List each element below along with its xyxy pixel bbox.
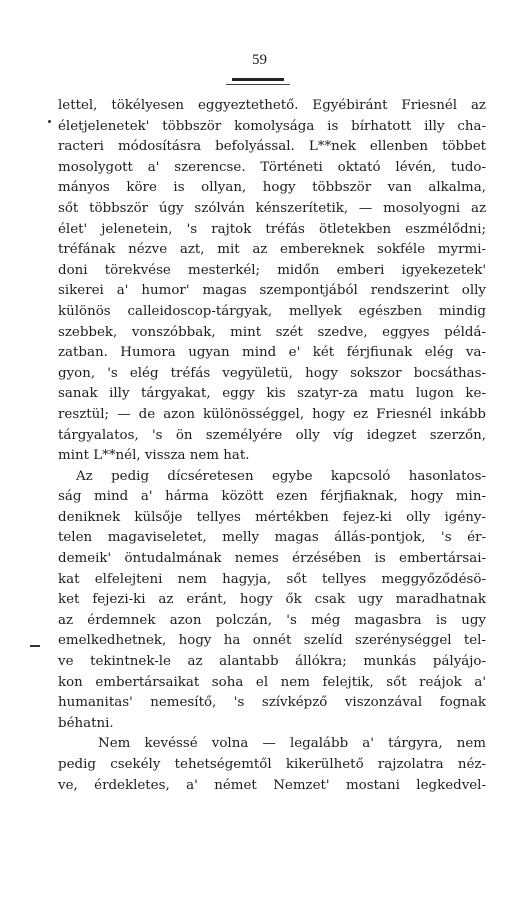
- text-line: ve tekintnek-le az alantabb állókra; munkás pályájo-: [58, 654, 486, 670]
- text-line: életjelenetek' többször komolysága is bírhatott illy cha-: [58, 118, 486, 134]
- text-line: ság mind a' hárma között ezen férjfiaknak, hogy min-: [58, 489, 486, 505]
- header-rule-thin: [226, 84, 290, 85]
- text-line: kat elfelejteni nem hagyja, sőt tellyes meggyőződésö-: [58, 571, 486, 587]
- body-text: [58, 96, 486, 796]
- text-line: mányos köre is ollyan, hogy többször van alkalma,: [58, 180, 486, 196]
- margin-mark-dot: [48, 120, 51, 123]
- margin-mark-dash: [30, 645, 40, 647]
- text-line: szebbek, vonszóbbak, mint szét szedve, eggyes példá-: [58, 324, 486, 340]
- text-line: ve, érdekletes, a' német Nemzet' mostani legkedvel-: [58, 777, 486, 793]
- text-line: telen magaviseletet, melly magas állás-pontjok, 's ér-: [58, 530, 486, 546]
- text-line: az érdemnek azon polczán, 's még magasbra is ugy: [58, 612, 486, 628]
- text-line: kon embertársaikat soha el nem felejtik, sőt reájok a': [58, 674, 486, 690]
- paragraph-start-line: Nem kevéssé volna — legalább a' tárgyra, nem: [98, 736, 486, 752]
- text-line: különös calleidoscop-tárgyak, mellyek egészben mindig: [58, 303, 486, 319]
- text-line: pedig csekély tehetségemtől kikerülhető rajzolatra néz-: [58, 757, 486, 772]
- text-line: emelkedhetnek, hogy ha onnét szelíd szerénységgel tel-: [58, 633, 486, 649]
- text-line: humanitas' nemesítő, 's szívképző viszonzával fognak: [58, 695, 486, 711]
- page-number: 59: [252, 52, 267, 68]
- text-line: sőt többször úgy szólván kénszerítetik, — mosolyogni az: [58, 200, 486, 216]
- text-line: zatban. Humora ugyan mind e' két férjfiunak elég va-: [58, 345, 486, 361]
- text-line: racteri módosításra befolyással. L**nek ellenben többet: [58, 139, 486, 155]
- text-line: tréfának nézve azt, mit az embereknek sokféle myrmi-: [58, 242, 486, 258]
- text-line: sikerei a' humor' magas szempontjából rendszerint olly: [58, 283, 486, 299]
- text-line: lettel, tökélyesen eggyeztethető. Egyébiránt Friesnél az: [58, 98, 486, 113]
- text-line: resztül; — de azon különösséggel, hogy ez Friesnél inkább: [58, 406, 486, 422]
- text-line: mint L**nél, vissza nem hat.: [58, 448, 250, 464]
- text-line: doni törekvése mesterkél; midőn emberi igyekezetek': [58, 262, 486, 278]
- text-line: demeik' öntudalmának nemes érzésében is embertársai-: [58, 551, 486, 567]
- text-line: deniknek külsője tellyes mértékben fejez-ki olly igény-: [58, 509, 486, 525]
- text-line: ket fejezi-ki az eránt, hogy ők csak ugy maradhatnak: [58, 592, 486, 608]
- text-line: sanak illy tárgyakat, eggy kis szatyr-za matu lugon ke-: [58, 386, 486, 402]
- text-line: béhatni.: [58, 715, 114, 731]
- text-line: élet' jelenetein, 's rajtok tréfás ötletekben eszmélődni;: [58, 221, 486, 237]
- text-line: mosolygott a' szerencse. Történeti oktató lévén, tudo-: [58, 159, 486, 175]
- paragraph-start-line: Az pedig dícséretesen egybe kapcsoló hasonlatos-: [76, 468, 486, 484]
- header-rule-thick: [232, 78, 284, 81]
- text-line: gyon, 's elég tréfás vegyületü, hogy sokszor bocsáthas-: [58, 365, 486, 381]
- text-line: tárgyalatos, 's ön személyére olly víg idegzet szerzőn,: [58, 427, 486, 443]
